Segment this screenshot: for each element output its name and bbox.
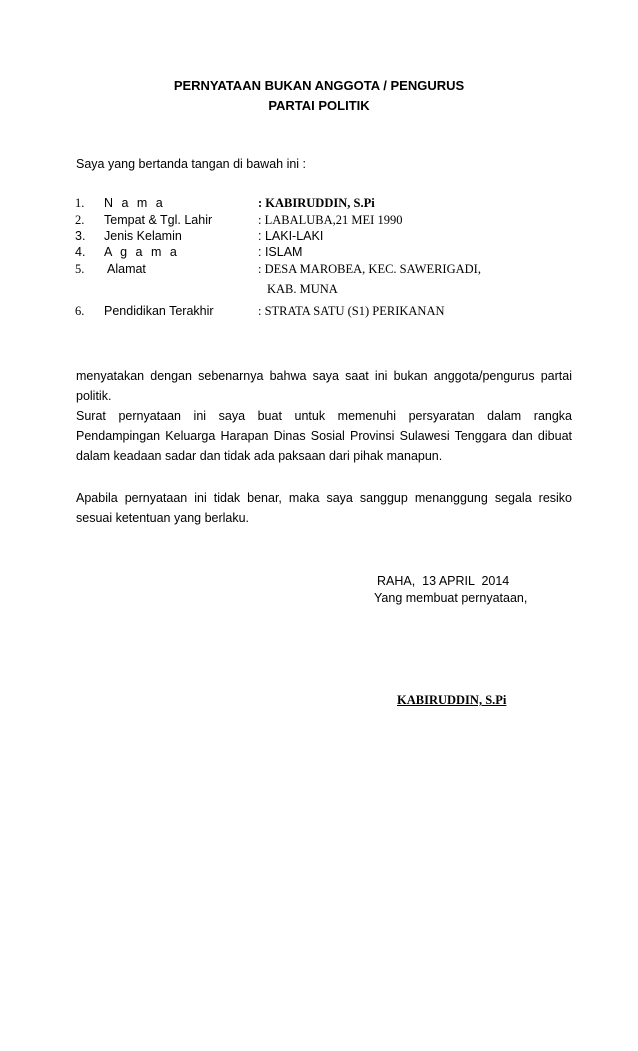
field-row-pendidikan xyxy=(0,302,638,320)
field-row-nama xyxy=(0,194,638,212)
field-label: A g a m a xyxy=(104,245,180,259)
field-value: : DESA MAROBEA, KEC. SAWERIGADI, xyxy=(258,262,481,276)
field-value-continued: KAB. MUNA xyxy=(267,282,338,296)
signer-role: Yang membuat pernyataan, xyxy=(374,591,528,605)
field-number: 2. xyxy=(75,213,85,227)
liability-paragraph: Apabila pernyataan ini tidak benar, maka saya sanggup menanggung segala resiko sesuai ketentuan yang berlaku. xyxy=(76,491,572,525)
field-row-agama xyxy=(0,243,638,261)
intro-text: Saya yang bertanda tangan di bawah ini : xyxy=(76,157,307,171)
statement-paragraph: menyatakan dengan sebenarnya bahwa saya saat ini bukan anggota/pengurus partai politik. xyxy=(76,369,572,403)
title-line-2: PARTAI POLITIK xyxy=(268,98,370,113)
field-label: Pendidikan Terakhir xyxy=(104,304,214,318)
field-number: 6. xyxy=(75,304,85,318)
field-number: 1. xyxy=(75,196,85,210)
field-label: Jenis Kelamin xyxy=(104,229,182,243)
purpose-paragraph: Surat pernyataan ini saya buat untuk memenuhi persyaratan dalam rangka Pendampingan Keluarga Harapan Dinas Sosial Provinsi Sulawesi Tenggara dan dibuat dalam keadaan sadar dan tidak ada paksaan dari pihak manapun. xyxy=(76,409,572,463)
signer-name: KABIRUDDIN, S.Pi xyxy=(397,693,507,707)
field-value: : KABIRUDDIN, S.Pi xyxy=(258,196,375,210)
title-line-1: PERNYATAAN BUKAN ANGGOTA / PENGURUS xyxy=(173,78,465,93)
field-label: Alamat xyxy=(107,262,146,276)
field-label: N a m a xyxy=(104,196,166,210)
field-value: : LAKI-LAKI xyxy=(258,229,324,243)
field-number: 3. xyxy=(75,229,86,243)
field-value: : LABALUBA,21 MEI 1990 xyxy=(258,213,403,227)
field-label: Tempat & Tgl. Lahir xyxy=(104,213,213,227)
field-value: : ISLAM xyxy=(258,245,303,259)
field-row-alamat xyxy=(0,260,638,278)
field-value: : STRATA SATU (S1) PERIKANAN xyxy=(258,304,445,318)
place-date: RAHA, 13 APRIL 2014 xyxy=(377,574,510,588)
field-row-alamat-cont xyxy=(0,280,638,298)
field-number: 4. xyxy=(75,245,86,259)
field-number: 5. xyxy=(75,262,85,276)
